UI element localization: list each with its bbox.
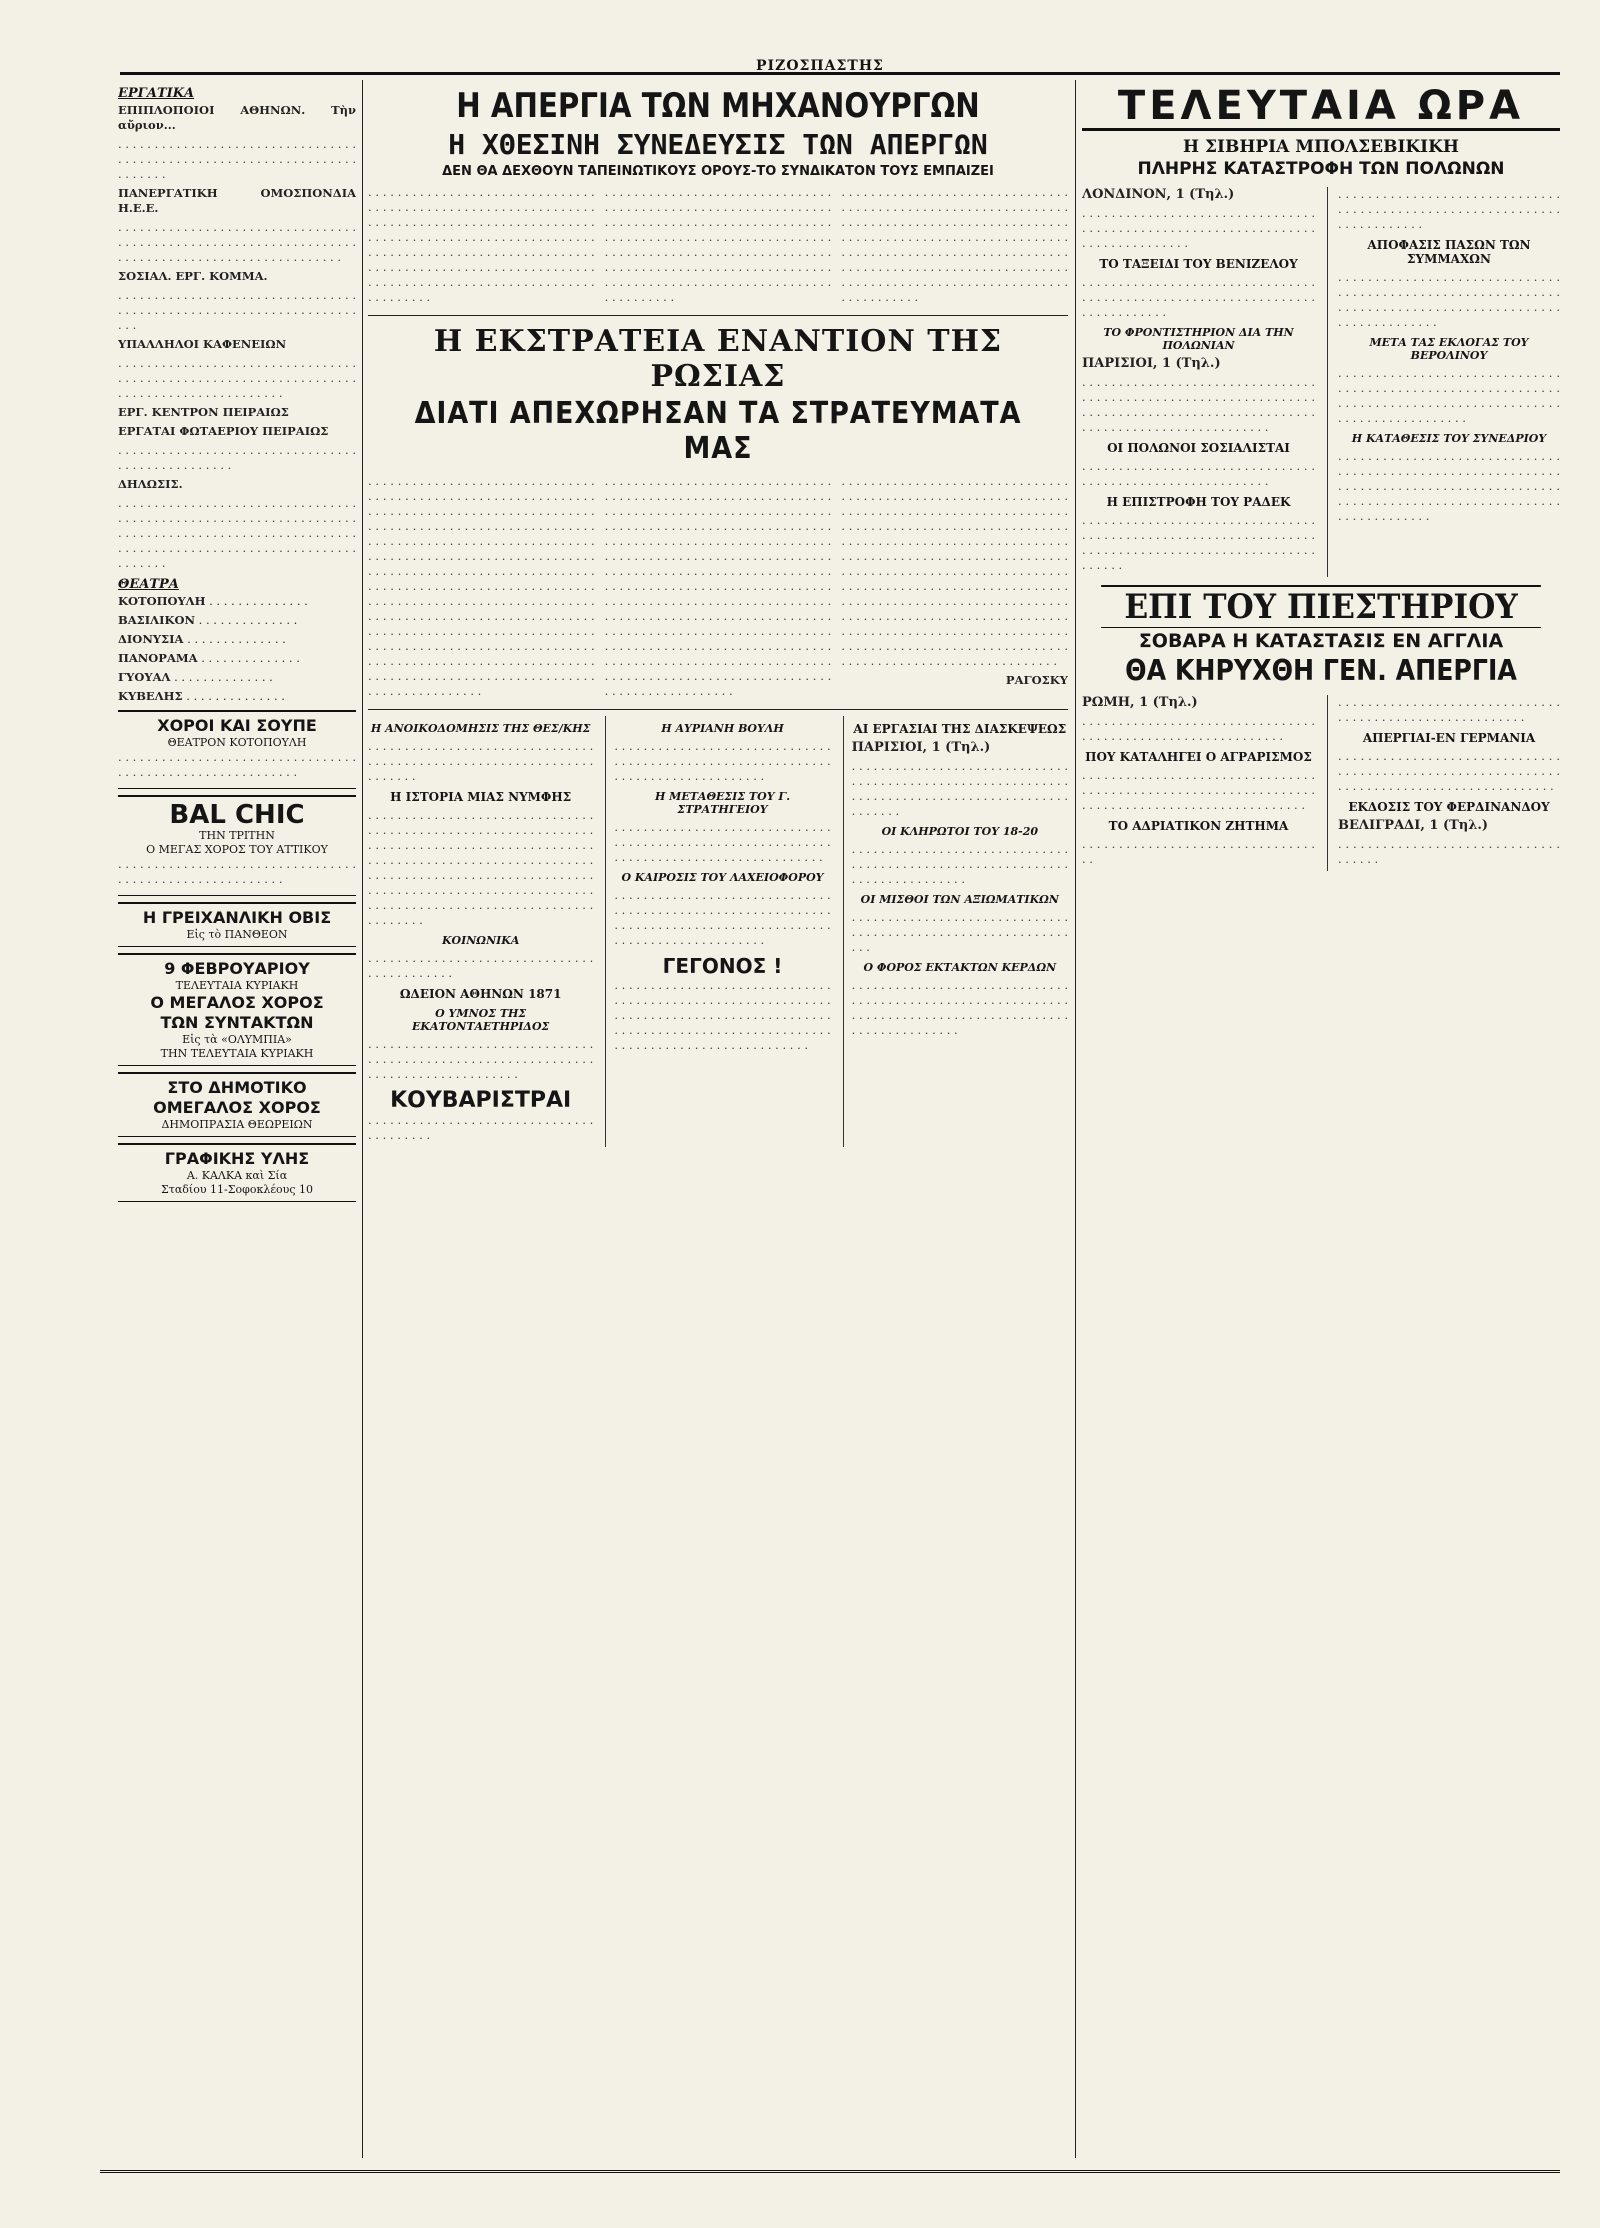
theatre-item: ΓΥΟΥΑΛ . . . . . . . . . . . . . . — [118, 670, 273, 684]
body-text: . . . . . . . . . . . . . . . . . . . . . . . . . . . . . . . . . . . . . . . . . . . . . . . . . . . . . . . . . . . . . . . . . . . . . . . . . . . . . . . . . . . . . . . . . . . . . . . . . . . . . . . . — [1338, 270, 1560, 329]
band-subheadline: ΔΙΑΤΙ ΑΠΕΧΩΡΗΣΑΝ ΤΑ ΣΤΡΑΤΕΥΜΑΤΑ ΜΑΣ — [414, 396, 1022, 466]
body-text: . . . . . . . . . . . . . . . . . . . . . . . . . . . . . . . . . . . . . . . . . . . . . . . . . . . . . . . . . . . . . . . . . . . . . . . . . . . . . . . . . . . . . . . . . . . . . . . . . . . . . . . . . . . . . . . . . . . . . . . . . . . . . . . . . . . . . . . . . . . . . . . . . . . . . . . . . . . . . . . . . . . . . . . . . . . . . . . . . . . . . . . . . . . . . . . . . . . . . . . . . . . . . . . . . . . . . . . . . . . . . . . . . . . . — [841, 185, 1068, 304]
theatre-item: ΔΙΟΝΥΣΙΑ . . . . . . . . . . . . . . — [118, 632, 286, 646]
article-head: ΤΟ ΦΡΟΝΤΙΣΤΗΡΙΟΝ ΔΙΑ ΤΗΝ ΠΟΛΩΝΙΑΝ — [1103, 326, 1294, 352]
subheadline: ΠΛΗΡΗΣ ΚΑΤΑΣΤΡΟΦΗ ΤΩΝ ΠΟΛΩΝΩΝ — [1137, 159, 1505, 179]
body-text: . . . . . . . . . . . . . . . . . . . . . . . . . . . . . . . . . . . . . . . . . . . . . . . . . . . . . . . . . . . . . . . . . . . . . . . . . . . . . . . . . . . . . . . . . . . . . . . . . . . . . . . . . . . . . . . . . . . . . . . . . . . . . . . . . . . . . . . . . . . . . . . . . . . . . . . . . . . . . . . . . . . . . . . . . . . . . . . . . . . . . . . . . . . . . . . . . . . . . . . . . . . . . . . . . . . . . . . . . . . . . . . . . . . — [604, 185, 832, 304]
body-text: . . . . . . . . . . . . . . . . . . . . . . . . . . . . . . . . . . . . . . . . . . . . . . . . . . . . . . . . . . . . . . . . . . . . . . . . . . . . . . . . . . . . . . . . . . . . . . . . . . . . . . . . . . . . . . . . . . . . . . . . . . . . . . . . . . . . . . . . . . . — [118, 496, 356, 570]
right-col-d — [1327, 695, 1560, 871]
body-text: . . . . . . . . . . . . . . . . . . . . . . . . . . . . . . . . . . . . . . . . . . . . . . . . . . . . . . . . . . . . . . . . . . . . . . . . . . . . . . . . . . . . . . . . . . . . . . . . . . . . . . . . . . . . . . . . . . . . . . . . . . . . . . . . . . . . . . . . . . . . . . . . . . . . . . . . . . . . . . . . . . . . . . . . . . . . . . . . . . . . . . . . . . . . . . . . . . . . . . . . . . . . . . . . . . . . . . . . . . . . . . . . . . . . . . . . . . . . . . . . . . . . . . . . . . . . . . . . . . . . . . . . . . . . . . . . . . . . . . . . . . . . . . . . . . . . . . . . . . . . . . . . . . . . . . . . . . . . . . . . . . . . . . . . . . . . . . . . . . . . . . . . . . . . . . . . . . . . . . . . . . . . . . . . . . . . . . . . . . . . . . . . . . . . . . . . . . . . . . . . . . . . . . . . . . . . . . . . . . . . . . . . . . . . . . . . . . . . . . . . . . . . . . . . . . — [368, 474, 595, 698]
theatre-label: ΘΕΑΤΡΑ — [118, 577, 179, 592]
news-item — [118, 424, 356, 439]
article-head: Ο ΦΟΡΟΣ ΕΚΤΑΚΤΩΝ ΚΕΡΔΩΝ — [863, 961, 1057, 974]
body-text: . . . . . . . . . . . . . . . . . . . . . . . . . . . . . . . . . . . . . . . . . . . . . . . . . . . . . . . . . . . . . . . . . . . . . . . . . . . . . . . . . . . . . . . . . . . . . . . . . . . . . . . . . . . . . . . . . . . . . . . . . . . . . . . . . . . . . — [1338, 449, 1560, 523]
sub-headline: Η ΧΘΕΣΙΝΗ ΣΥΝΕΔΕΥΣΙΣ ΤΩΝ ΑΠΕΡΓΩΝ — [448, 128, 988, 161]
article-head: Η ΑΥΡΙΑΝΗ ΒΟΥΛΗ — [661, 722, 784, 735]
ad-title: ΓΡΑΦΙΚΗΣ ΥΛΗΣ — [164, 1149, 310, 1168]
left-column — [118, 80, 356, 2158]
dateline-text: ΛΟΝΔΙΝΟΝ, 1 (Τηλ.) — [1082, 187, 1235, 202]
body-text: . . . . . . . . . . . . . . . . . . . . . . . . . . . . . . . . . . . . . . . . . . . . . . . . . . . . . . . . . . — [1082, 459, 1315, 488]
lower-col-3 — [843, 716, 1068, 1147]
body-text: . . . . . . . . . . . . . . . . . . . . . . . . . . . . . . . . . . . . . . . . . . . . . . . . . . . . . . . . . . . . . . . . . . . . . . . . . . . . . . . . . . . . . . . . . . . . . . . . . . . . . . . . . — [851, 978, 1068, 1037]
article-head: Ο ΥΜΝΟΣ ΤΗΣ ΕΚΑΤΟΝΤΑΕΤΗΡΙΔΟΣ — [412, 1007, 550, 1033]
ad-title: ΧΟΡΟΙ ΚΑΙ ΣΟΥΠΕ — [157, 716, 317, 735]
ad-title: ΣΤΟ ΔΗΜΟΤΙΚΟ — [167, 1078, 307, 1097]
body-text: . . . . . . . . . . . . . . . . . . . . . . . . . . . . . . . . . . . . . . . . . . . . . . . . . . . . . . . . . . . . . . . . . . . . . . . . . . . . . . . . . . . . . . . . . . . . . . . . . . . . . . . . . . . . . . . — [614, 888, 831, 947]
ad-line: Ο ΜΕΓΑΣ ΧΟΡΟΣ ΤΟΥ ΑΤΤΙΚΟΥ — [146, 843, 328, 856]
article-head: Η ΑΝΟΙΚΟΔΟΜΗΣΙΣ ΤΗΣ ΘΕΣ/ΚΗΣ — [370, 722, 591, 735]
running-head: ΡΙΖΟΣΠΑΣΤΗΣ — [756, 58, 884, 74]
article-head: ΟΙ ΚΛΗΡΩΤΟΙ ΤΟΥ 18-20 — [881, 825, 1039, 838]
body-text: . . . . . . . . . . . . . . . . . . . . . . . . . . . . . . . . . . . . . . . . . . . . . . . . . . . . . . . . . . . . . . . — [851, 910, 1068, 954]
right-col-b — [1327, 187, 1560, 577]
body-text: . . . . . . . . . . . . . . . . . . . . . . . . . . . . . . . . . . . . . . . . . . . . . . . . . . . . . . . . — [1338, 695, 1560, 724]
article-head: ΚΟΥΒΑΡΙΣΤΡΑΙ — [390, 1088, 572, 1113]
advertisement — [118, 795, 356, 896]
right-col-a — [1082, 187, 1315, 577]
body-text: . . . . . . . . . . . . . . . . . . . . . . . . . . . . . . . . . . . . . . . . . . . . . . . . . . . . . . . . . . . . . . . . . . . . . . . . . . . . . . . . . . . . . . . . . . . . . . . . . . . . . . — [1082, 513, 1315, 572]
item-head: ΔΗΛΩΣΙΣ. — [118, 477, 183, 491]
article-head: ΤΟ ΤΑΞΕΙΔΙ ΤΟΥ ΒΕΝΙΖΕΛΟΥ — [1099, 257, 1298, 271]
ad-line: ΔΗΜΟΠΡΑΣΙΑ ΘΕΩΡΕΙΩΝ — [161, 1118, 313, 1131]
dateline-text: ΠΑΡΙΣΙΟΙ, 1 (Τηλ.) — [1082, 356, 1221, 371]
dateline-text: ΠΑΡΙΣΙΟΙ, 1 (Τηλ.) — [851, 740, 991, 755]
ad-line: Α. ΚΑΛΚΑ καὶ Σία — [186, 1169, 288, 1182]
article-body — [368, 474, 1068, 703]
news-item — [118, 269, 356, 284]
body-text: . . . . . . . . . . . . . . . . . . . . . . . . . . . . . . . . . . . . . . . . . . . . . . . . . . . . . . . . . . . . . . . . . . . . . . . . . . . . . . . . . . . . . . . . . . . . . . . . . — [851, 759, 1068, 818]
center-column — [368, 80, 1068, 2158]
body-text: . . . . . . . . . . . . . . . . . . . . . . . . . . . . . . . . . . . . . . . . . . . . . . . . . . . . . . . . . . . . . . . . . . . . . . . . . . . . . . . . . . . . . . . . . . . . . . . . . — [118, 220, 356, 264]
advertisement — [118, 1072, 356, 1137]
body-text: . . . . . . . . . . . . . . . . . . . . . . . . . . . . . . . . . . . . . . . . . . . . . . . . . . . . . . . . . . . . . . . . . . . . . . . . . . . . . . . . . . . . . . . . . . . . . . . — [1082, 768, 1315, 812]
body-text: . . . . . . . . . . . . . . . . . . . . . . . . . . . . . . . . . . . . . . . . . . . . . . . . . . . . . . . . . . . . . . . . . . . . . . . . . . . . . . . . . . . . . . . . . . . . . . . . . . . . . . . . . . . . . . . . . . . . . . . . . . — [1082, 375, 1315, 434]
body-text: . . . . . . . . . . . . . . . . . . . . . . . . . . . . . . . . . . . . . . . . . . . . . . . . . . . . . . . . . . . . . . . . . . . . . — [368, 739, 594, 783]
news-item — [118, 477, 356, 492]
column-divider — [1075, 80, 1076, 2158]
body-text: . . . . . . . . . . . . . . . . . . . . . . . . . . . . . . . . . . . . . . . . . . . . . . . . . . . . . . . . . . . . . . . . . . . . . . . . . . . . . . . . . . . . . . . . . — [614, 820, 831, 864]
article-head: ΑΠΕΡΓΙΑΙ-ΕΝ ΓΕΡΜΑΝΙΑ — [1362, 731, 1536, 745]
body-text: . . . . . . . . . . . . . . . . . . . . . . . . . . . . . . . . . . . . . . . . . . . . . . . . . . . . . . . . . . . . . . . . . . . . . . . . . . . . . . . . . . . . . . . . . . . . . . . . . . . . . . . . . . . . . . . . . . . . . . . . . . . . . . . . . . . . . . . . . . . . . . . . . . . . . . . . . . . . . . . . . . . . . . . . . . . . . . . . . . . . . . . . . . . . . . . . . . . . . . . . . . . . . . . . . . . . . . . . . . . . . . . . . . — [368, 185, 595, 304]
theatre-name: ΚΟΤΟΠΟΥΛΗ — [118, 594, 206, 608]
article-head: ΩΔΕΙΟΝ ΑΘΗΝΩΝ 1871 — [399, 987, 562, 1001]
section-label: ΕΡΓΑΤΙΚΑ — [118, 86, 195, 101]
theatre-item: ΒΑΣΙΛΙΚΟΝ . . . . . . . . . . . . . . — [118, 613, 298, 627]
dateline — [1082, 187, 1315, 202]
lower-col-1 — [368, 716, 593, 1147]
dateline-text: ΒΕΛΙΓΡΑΔΙ, 1 (Τηλ.) — [1338, 818, 1489, 833]
article-head: ΑΠΟΦΑΣΙΣ ΠΑΣΩΝ ΤΩΝ ΣΥΜΜΑΧΩΝ — [1367, 238, 1531, 266]
ad-line: Εἰς τὰ «ΟΛΥΜΠΙΑ» — [182, 1033, 292, 1046]
news-item — [118, 337, 356, 352]
body-text: . . . . . . . . . . . . . . . . . . . . . . . . . . . . . . . . . . . . . . . . . . . . . . . . . — [118, 443, 356, 472]
body-text: . . . . . . . . . . . . . . . . . . . . . . . . . . . . . . . . . . . . . . . . . . . . . . . . . . . . . . . . — [118, 857, 356, 886]
right-articles-top — [1082, 187, 1560, 577]
advertisement — [118, 1143, 356, 1202]
column-divider — [362, 80, 363, 2158]
body-text: . . . . . . . . . . . . . . . . . . . . . . . . . . . . . . . . . . — [1082, 837, 1315, 866]
banner: ΤΕΛΕΥΤΑΙΑ ΩΡΑ — [1082, 84, 1560, 131]
article-body — [368, 185, 1068, 309]
body-text: . . . . . . . . . . . . . . . . . . . . . . . . . . . . . . . . . . . . . . . . . . . . . . . . . . . . . . . . . . . . . . . . . . . . . — [118, 288, 356, 332]
dateline — [852, 740, 1068, 755]
signature: ΡΑΓΟΣΚΥ — [1005, 673, 1068, 687]
ad-subtitle: ΤΗΝ ΤΡΙΤΗΝ — [199, 829, 275, 842]
theatre-name: ΓΥΟΥΑΛ — [118, 670, 171, 684]
ad-title: Η ΓΡΕΙΧΑΝΛΙΚΗ ΟΒΙΣ — [142, 908, 332, 927]
news-item — [118, 405, 356, 420]
ad-line: ΟΜΕΓΑΛΟΣ ΧΟΡΟΣ — [153, 1098, 321, 1117]
article-head: Η ΕΠΙΣΤΡΟΦΗ ΤΟΥ ΡΑΔΕΚ — [1106, 495, 1291, 509]
body-text: . . . . . . . . . . . . . . . . . . . . . . . . . . . . . . . . . . . . . . . . . . . . . . . . . . . . . . . . . . . . . . . . . . . . . . . . . . . . — [851, 842, 1068, 886]
theatre-name: ΒΑΣΙΛΙΚΟΝ — [118, 613, 195, 627]
theatre-name: ΔΙΟΝΥΣΙΑ — [118, 632, 184, 646]
body-text: . . . . . . . . . . . . . . . . . . . . . . . . . . . . . . . . . . . . . . . . . . . . . . . . . . . . . . . . . . . . . . . . . . . . . . . . . . . . . . . . . . . . . . . . . . . . . . . . . . . . . . . . . . . . . . . . . . . . . . . . . . . . . . . . . . . . . . . . . . . . . . . . . . . — [614, 978, 831, 1052]
divider — [368, 315, 1068, 316]
article-head: Η ΚΑΤΑΘΕΣΙΣ ΤΟΥ ΣΥΝΕΔΡΙΟΥ — [1351, 432, 1547, 445]
body-text: . . . . . . . . . . . . . . . . . . . . . . . . . . . . . . . . . . . . . . . . . . . . . . . . . . . . . . . . . . . . . . . . . . . . . . . . . . . . . . . . . . . . . . . . . . . . . . . . . . . . . . . . . . . . — [1338, 366, 1560, 425]
article-head: ΜΕΤΑ ΤΑΣ ΕΚΛΟΓΑΣ ΤΟΥ ΒΕΡΟΛΙΝΟΥ — [1369, 336, 1529, 362]
ad-title: BAL CHIC — [169, 800, 305, 830]
ad-title: 9 ΦΕΒΡΟΥΑΡΙΟΥ — [164, 959, 310, 978]
body-text: . . . . . . . . . . . . . . . . . . . . . . . . . . . . . . . . . . . . . . . . . . . . . . . . . . . . . . . . . . . . . . . . . . . . . . . . . . . . . . . — [1082, 206, 1315, 250]
item-head: ΕΠΙΠΛΟΠΟΙΟΙ ΑΘΗΝΩΝ. Τὴν αὔριον... — [118, 103, 356, 132]
ad-line: ΤΗΝ ΤΕΛΕΥΤΑΙΑ ΚΥΡΙΑΚΗ — [160, 1047, 314, 1060]
theatre-item: ΠΑΝΟΡΑΜΑ . . . . . . . . . . . . . . — [118, 651, 300, 665]
article-head: ΕΚΔΟΣΙΣ ΤΟΥ ΦΕΡΔΙΝΑΝΔΟΥ — [1348, 800, 1550, 814]
item-head: ΠΑΝΕΡΓΑΤΙΚΗ ΟΜΟΣΠΟΝΔΙΑ Η.Ε.Ε. — [118, 186, 356, 215]
dateline — [1338, 818, 1560, 833]
article-head: ΓΕΓΟΝΟΣ ! — [662, 954, 783, 978]
article-head: Ο ΚΑΙΡΟΣΙΣ ΤΟΥ ΛΑΧΕΙΟΦΟΡΟΥ — [621, 871, 824, 884]
band-headline: Η ΕΚΣΤΡΑΤΕΙΑ ΕΝΑΝΤΙΟΝ ΤΗΣ ΡΩΣΙΑΣ — [433, 324, 1003, 394]
body-text: . . . . . . . . . . . . . . . . . . . . . . . . . . . . . . . . . . . . . . . . . . . . . . . . . . . . . . . . . . . . . . . . . . . . . . . . . . . . — [1082, 275, 1315, 319]
body-text: . . . . . . . . . . . . . . . . . . . . . . . . . . . . . . . . . . . . — [1338, 837, 1560, 866]
article-head: ΟΙ ΜΙΣΘΟΙ ΤΩΝ ΑΞΙΩΜΑΤΙΚΩΝ — [860, 893, 1059, 906]
divider — [368, 709, 1068, 710]
body-text: . . . . . . . . . . . . . . . . . . . . . . . . . . . . . . . . . . . . . . . . . . . . . . . . . . . . . . . . . . . . . . . . . . . . . . . . . . . . . . . . . . . — [368, 1037, 594, 1081]
body-text: . . . . . . . . . . . . . . . . . . . . . . . . . . . . . . . . . . . . . . . . . . . . . . . . . . . . . . . . . . . . . . . . . . . . . . . . . . . . . . . . . . . . . . . . . . — [1338, 749, 1560, 793]
ad-subtitle: Εἰς τὸ ΠΑΝΘΕΟΝ — [186, 928, 288, 941]
theatre-item: ΚΥΒΕΛΗΣ . . . . . . . . . . . . . . — [118, 689, 285, 703]
bottom-rule — [100, 2170, 1560, 2173]
theatre-item: ΚΟΤΟΠΟΥΛΗ . . . . . . . . . . . . . . — [118, 594, 308, 608]
main-headline: Η ΑΠΕΡΓΙΑ ΤΩΝ ΜΗΧΑΝΟΥΡΓΩΝ — [456, 86, 980, 126]
item-head: ΕΡΓΑΤΑΙ ΦΩΤΑΕΡΙΟΥ ΠΕΙΡΑΙΩΣ — [118, 424, 329, 438]
right-articles-bottom — [1082, 695, 1560, 871]
ad-line: ΤΩΝ ΣΥΝΤΑΚΤΩΝ — [160, 1013, 314, 1032]
item-head: ΥΠΑΛΛΗΛΟΙ ΚΑΦΕΝΕΙΩΝ — [118, 337, 287, 351]
body-text: . . . . . . . . . . . . . . . . . . . . . . . . . . . . . . . . . . . . . . . . . . . . . . . . . . . . . . . . . . . . . . . . . . . . . . . . . . . . . . . . . . . . . . . . . — [118, 356, 356, 400]
body-text: . . . . . . . . . . . . . . . . . . . . . . . . . . . . . . . . . . . . . . . . . . . . . . . . . . . . . . . . . . . . . . . . . . . . . . . . . . . . . . . . . . . . . . . . . . . . . . . . . . . . . . . . . . . . . . . . . . . . . . . . . . . . . . . . . . . . . . . . . . . . . . . . . . . . . . . . . . . . . . . . . . . . . . . . . . . . . . . . . . . . . . . . . . . . . . . . . . . . . . . . . . . . . . . . . . . . . . . . . . . . . . . . . . . . . . . . . . . . . . . . . . . . . . . . . . . . . . . . . . . . . . . . . . . . . . . . . . . . . . . . . . . . . . . . . . . . . . . . . . . . . . . . . . . . . . . . . . . . . . . . . . . . . . . . . . . . . . . . . . . . . . . . . . . . . . . . . . . . . . . . . . . . . . . . . . . . . . . . . . . . . . . . . . . . . . . . . . . . . . . . . . — [841, 474, 1068, 668]
dateline — [1082, 695, 1315, 710]
news-item — [118, 103, 356, 133]
advertisement — [118, 902, 356, 947]
deck: ΔΕΝ ΘΑ ΔΕΧΘΟΥΝ ΤΑΠΕΙΝΩΤΙΚΟΥΣ ΟΡΟΥΣ-ΤΟ ΣΥΝΔΙΚΑΤΟΝ ΤΟΥΣ ΕΜΠΑΙΖΕΙ — [442, 164, 994, 179]
dateline — [1082, 356, 1315, 371]
advertisement — [118, 710, 356, 789]
body-text: . . . . . . . . . . . . . . . . . . . . . . . . . . . . . . . . . . . . . . . . — [368, 1113, 594, 1142]
article-head: ΟΙ ΠΟΛΩΝΟΙ ΣΟΣΙΑΛΙΣΤΑΙ — [1107, 441, 1290, 455]
ad-line: Σταδίου 11-Σοφοκλέους 10 — [161, 1183, 313, 1196]
news-item — [118, 186, 356, 216]
theatre-name: ΚΥΒΕΛΗΣ — [118, 689, 183, 703]
press-subheadline-2: ΘΑ ΚΗΡΥΧΘΗ ΓΕΝ. ΑΠΕΡΓΙΑ — [1125, 654, 1517, 687]
headline: Η ΣΙΒΗΡΙΑ ΜΠΟΛΣΕΒΙΚΙΚΗ — [1183, 137, 1459, 157]
body-text: . . . . . . . . . . . . . . . . . . . . . . . . . . . . . . . . . . . . . . . . . . . . . . . . . . . . . . . . . . — [118, 750, 356, 779]
press-headline: ΕΠΙ ΤΟΥ ΠΙΕΣΤΗΡΙΟΥ — [1101, 585, 1541, 628]
article-head: ΑΙ ΕΡΓΑΣΙΑΙ ΤΗΣ ΔΙΑΣΚΕΨΕΩΣ — [853, 722, 1067, 736]
top-rule — [120, 72, 1560, 75]
body-text: . . . . . . . . . . . . . . . . . . . . . . . . . . . . . . . . . . . . . . . . . . . . . . . . . . . . . . . . . . . . . . . . . . . . . . . . . . . . . . . . . . . . . . . . . . . . . . . . . . . . . . . . . . . . . . . . . . . . . . . . . . . . . . . . . . . . . . . . . . . . . . . . . . . . . . . . . . . . . . . . . . . . . . . . . . . . . . . . . . . . . . . . . . . . . . . . . . . . . . . . . . . . . . . . . . . . . . . . . . . . . . . . . — [368, 808, 594, 927]
article-head: ΚΟΙΝΩΝΙΚΑ — [441, 934, 520, 947]
dateline-text: ΡΩΜΗ, 1 (Τηλ.) — [1082, 695, 1198, 710]
right-col-c — [1082, 695, 1315, 871]
advertisement — [118, 953, 356, 1066]
lower-articles — [368, 716, 1068, 1147]
theatre-name: ΠΑΝΟΡΑΜΑ — [118, 651, 198, 665]
press-subheadline: ΣΟΒΑΡΑ Η ΚΑΤΑΣΤΑΣΙΣ ΕΝ ΑΓΓΛΙΑ — [1138, 630, 1504, 652]
ad-line: ΤΕΛΕΥΤΑΙΑ ΚΥΡΙΑΚΗ — [175, 979, 299, 992]
article-head: Η ΙΣΤΟΡΙΑ ΜΙΑΣ ΝΥΜΦΗΣ — [390, 790, 572, 804]
item-head: ΣΟΣΙΑΛ. ΕΡΓ. ΚΟΜΜΑ. — [118, 269, 268, 283]
ad-line: Ο ΜΕΓΑΛΟΣ ΧΟΡΟΣ — [150, 993, 324, 1012]
article-head: ΠΟΥ ΚΑΤΑΛΗΓΕΙ Ο ΑΓΡΑΡΙΣΜΟΣ — [1085, 750, 1312, 764]
body-text: . . . . . . . . . . . . . . . . . . . . . . . . . . . . . . . . . . . . . . . . . . . . . . . . . . . . . . . . . . . . . . . . . . . . . . . . . . . . . . . . . — [614, 739, 831, 783]
lower-col-2 — [605, 716, 830, 1147]
item-head: ΕΡΓ. ΚΕΝΤΡΟΝ ΠΕΙΡΑΙΩΣ — [118, 405, 289, 419]
ad-subtitle: ΘΕΑΤΡΟΝ ΚΟΤΟΠΟΥΛΗ — [167, 736, 307, 749]
article-head: ΤΟ ΑΔΡΙΑΤΙΚΟΝ ΖΗΤΗΜΑ — [1108, 819, 1289, 833]
body-text: . . . . . . . . . . . . . . . . . . . . . . . . . . . . . . . . . . . . . . . . . . . . . . . . . . . . . . . . . . . . . . . . . . . . . . . . — [1338, 187, 1560, 231]
right-column — [1082, 80, 1560, 2158]
body-text: . . . . . . . . . . . . . . . . . . . . . . . . . . . . . . . . . . . . . . . . . . . — [368, 951, 594, 980]
body-text: . . . . . . . . . . . . . . . . . . . . . . . . . . . . . . . . . . . . . . . . . . . . . . . . . . . . . . . . . . . . — [1082, 714, 1315, 743]
article-head: Η ΜΕΤΑΘΕΣΙΣ ΤΟΥ Γ. ΣΤΡΑΤΗΓΕΙΟΥ — [654, 790, 791, 816]
body-text: . . . . . . . . . . . . . . . . . . . . . . . . . . . . . . . . . . . . . . . . . . . . . . . . . . . . . . . . . . . . . . . . . . . . . . . . . . . . . . . . . . . . . . . . . . . . . . . . . . . . . . . . . . . . . . . . . . . . . . . . . . . . . . . . . . . . . . . . . . . . . . . . . . . . . . . . . . . . . . . . . . . . . . . . . . . . . . . . . . . . . . . . . . . . . . . . . . . . . . . . . . . . . . . . . . . . . . . . . . . . . . . . . . . . . . . . . . . . . . . . . . . . . . . . . . . . . . . . . . . . . . . . . . . . . . . . . . . . . . . . . . . . . . . . . . . . . . . . . . . . . . . . . . . . . . . . . . . . . . . . . . . . . . . . . . . . . . . . . . . . . . . . . . . . . . . . . . . . . . . . . . . . . . . . . . . . . . . . . . . . . . . . . . . . . . . . . . . . . . . . . . . . . . . . . . . . . . . . . . . . . . . . . . . . . . . . . . . . . . . . . . . . . . . . . . . . — [604, 474, 832, 698]
body-text: . . . . . . . . . . . . . . . . . . . . . . . . . . . . . . . . . . . . . . . . . . . . . . . . . . . . . . . . . . . . . . . . . . . . . . . . . — [118, 137, 356, 181]
